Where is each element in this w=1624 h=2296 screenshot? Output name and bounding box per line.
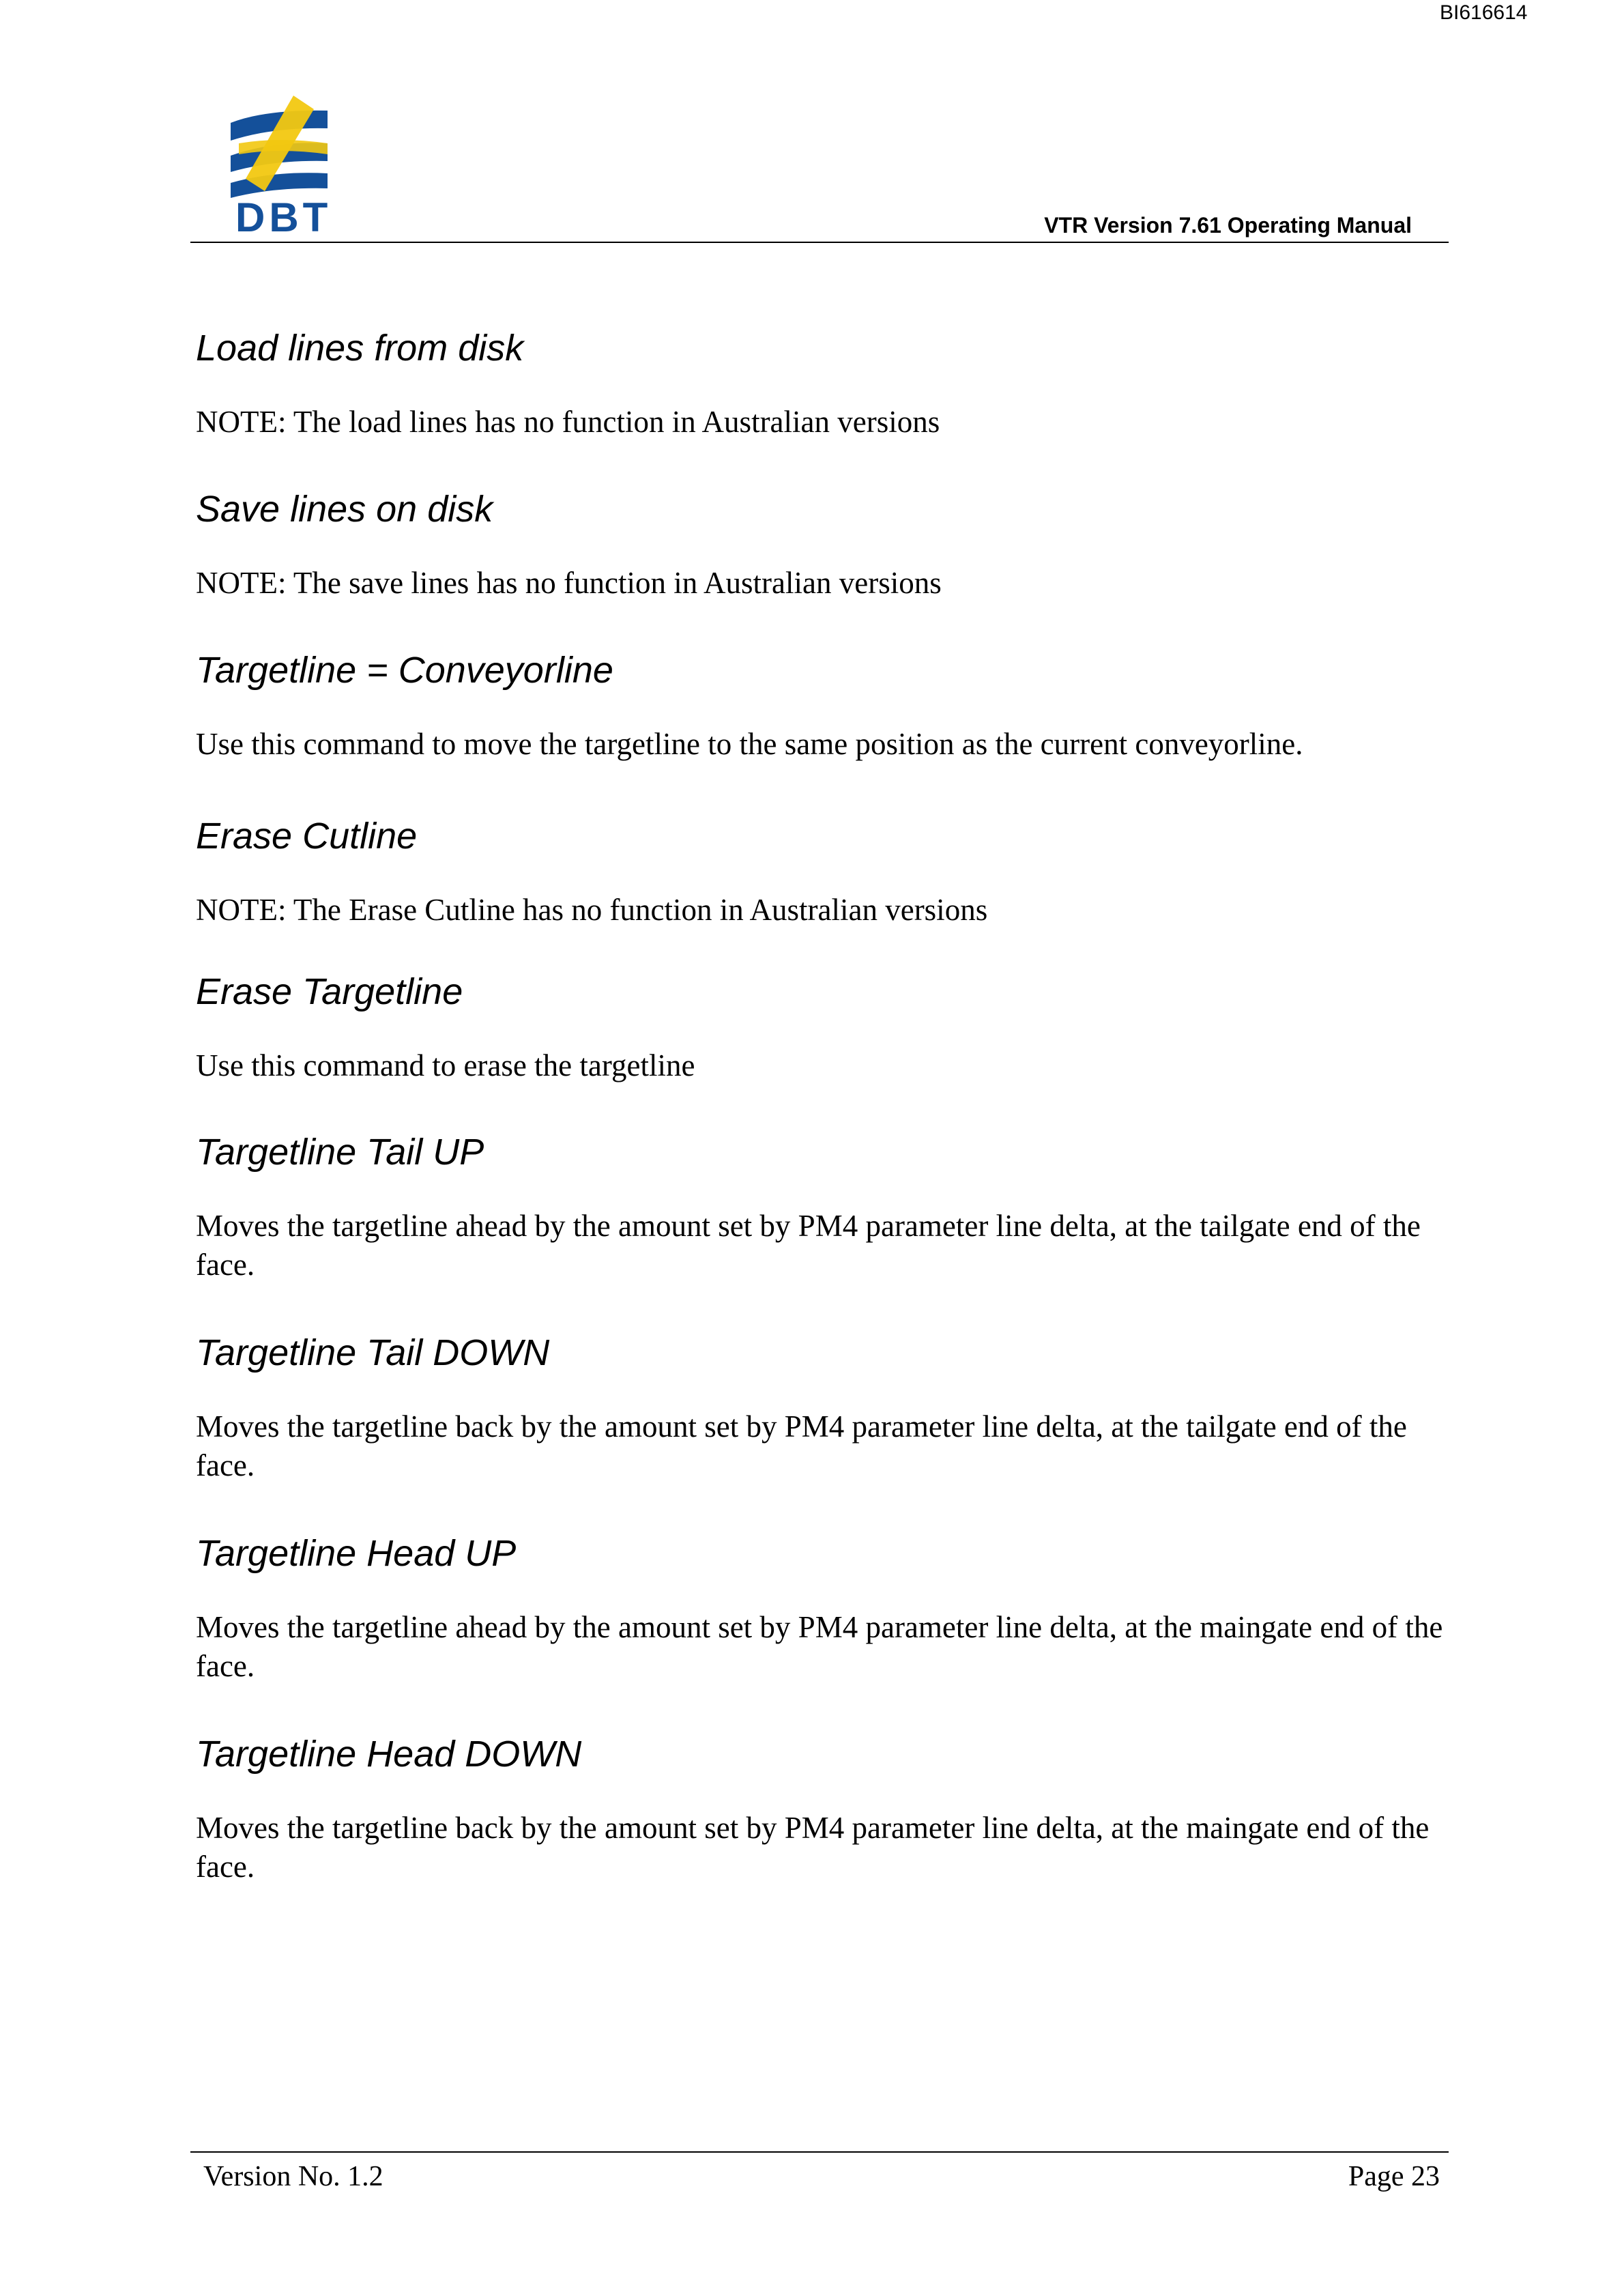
section-heading: Erase Cutline [196,816,418,857]
section-body: NOTE: The load lines has no function in Australian versions [196,405,940,439]
section-body: Moves the targetline ahead by the amount set by PM4 parameter line delta, at the tailgate end of the face. [196,1209,1421,1282]
section-save-lines [196,487,1451,603]
section-targetline-conveyorline [196,648,1451,764]
header-divider [190,242,1449,243]
section-targetline-head-down [196,1732,1451,1886]
section-heading: Targetline Head DOWN [196,1734,582,1775]
section-body: Use this command to move the targetline to the same position as the current conveyorline. [196,727,1303,761]
section-body: Moves the targetline back by the amount set by PM4 parameter line delta, at the maingate end of the face. [196,1811,1430,1884]
section-heading: Erase Targetline [196,971,463,1012]
section-erase-cutline [196,814,1451,930]
section-body: NOTE: The save lines has no function in Australian versions [196,566,942,600]
logo-text: DBT [235,195,332,240]
section-body: Use this command to erase the targetline [196,1048,695,1082]
section-body: Moves the targetline back by the amount set by PM4 parameter line delta, at the tailgate end of the face. [196,1409,1407,1482]
section-targetline-head-up [196,1532,1451,1686]
section-body: Moves the targetline ahead by the amount set by PM4 parameter line delta, at the maingate end of the face. [196,1610,1443,1683]
footer-page-number: Page 23 [1348,2161,1440,2192]
section-targetline-tail-up [196,1130,1451,1285]
section-load-lines [196,326,1451,442]
section-heading: Save lines on disk [196,489,493,530]
document-id: BI616614 [1440,1,1528,24]
section-heading: Load lines from disk [196,328,524,369]
section-heading: Targetline Tail DOWN [196,1332,550,1373]
section-erase-targetline [196,970,1451,1085]
section-targetline-tail-down [196,1331,1451,1485]
footer-version: Version No. 1.2 [203,2161,383,2192]
section-heading: Targetline = Conveyorline [196,650,613,691]
section-body: NOTE: The Erase Cutline has no function in Australian versions [196,893,988,927]
header-title: VTR Version 7.61 Operating Manual [1044,213,1412,238]
section-heading: Targetline Tail UP [196,1132,484,1173]
footer-divider [190,2151,1449,2153]
section-heading: Targetline Head UP [196,1533,517,1574]
